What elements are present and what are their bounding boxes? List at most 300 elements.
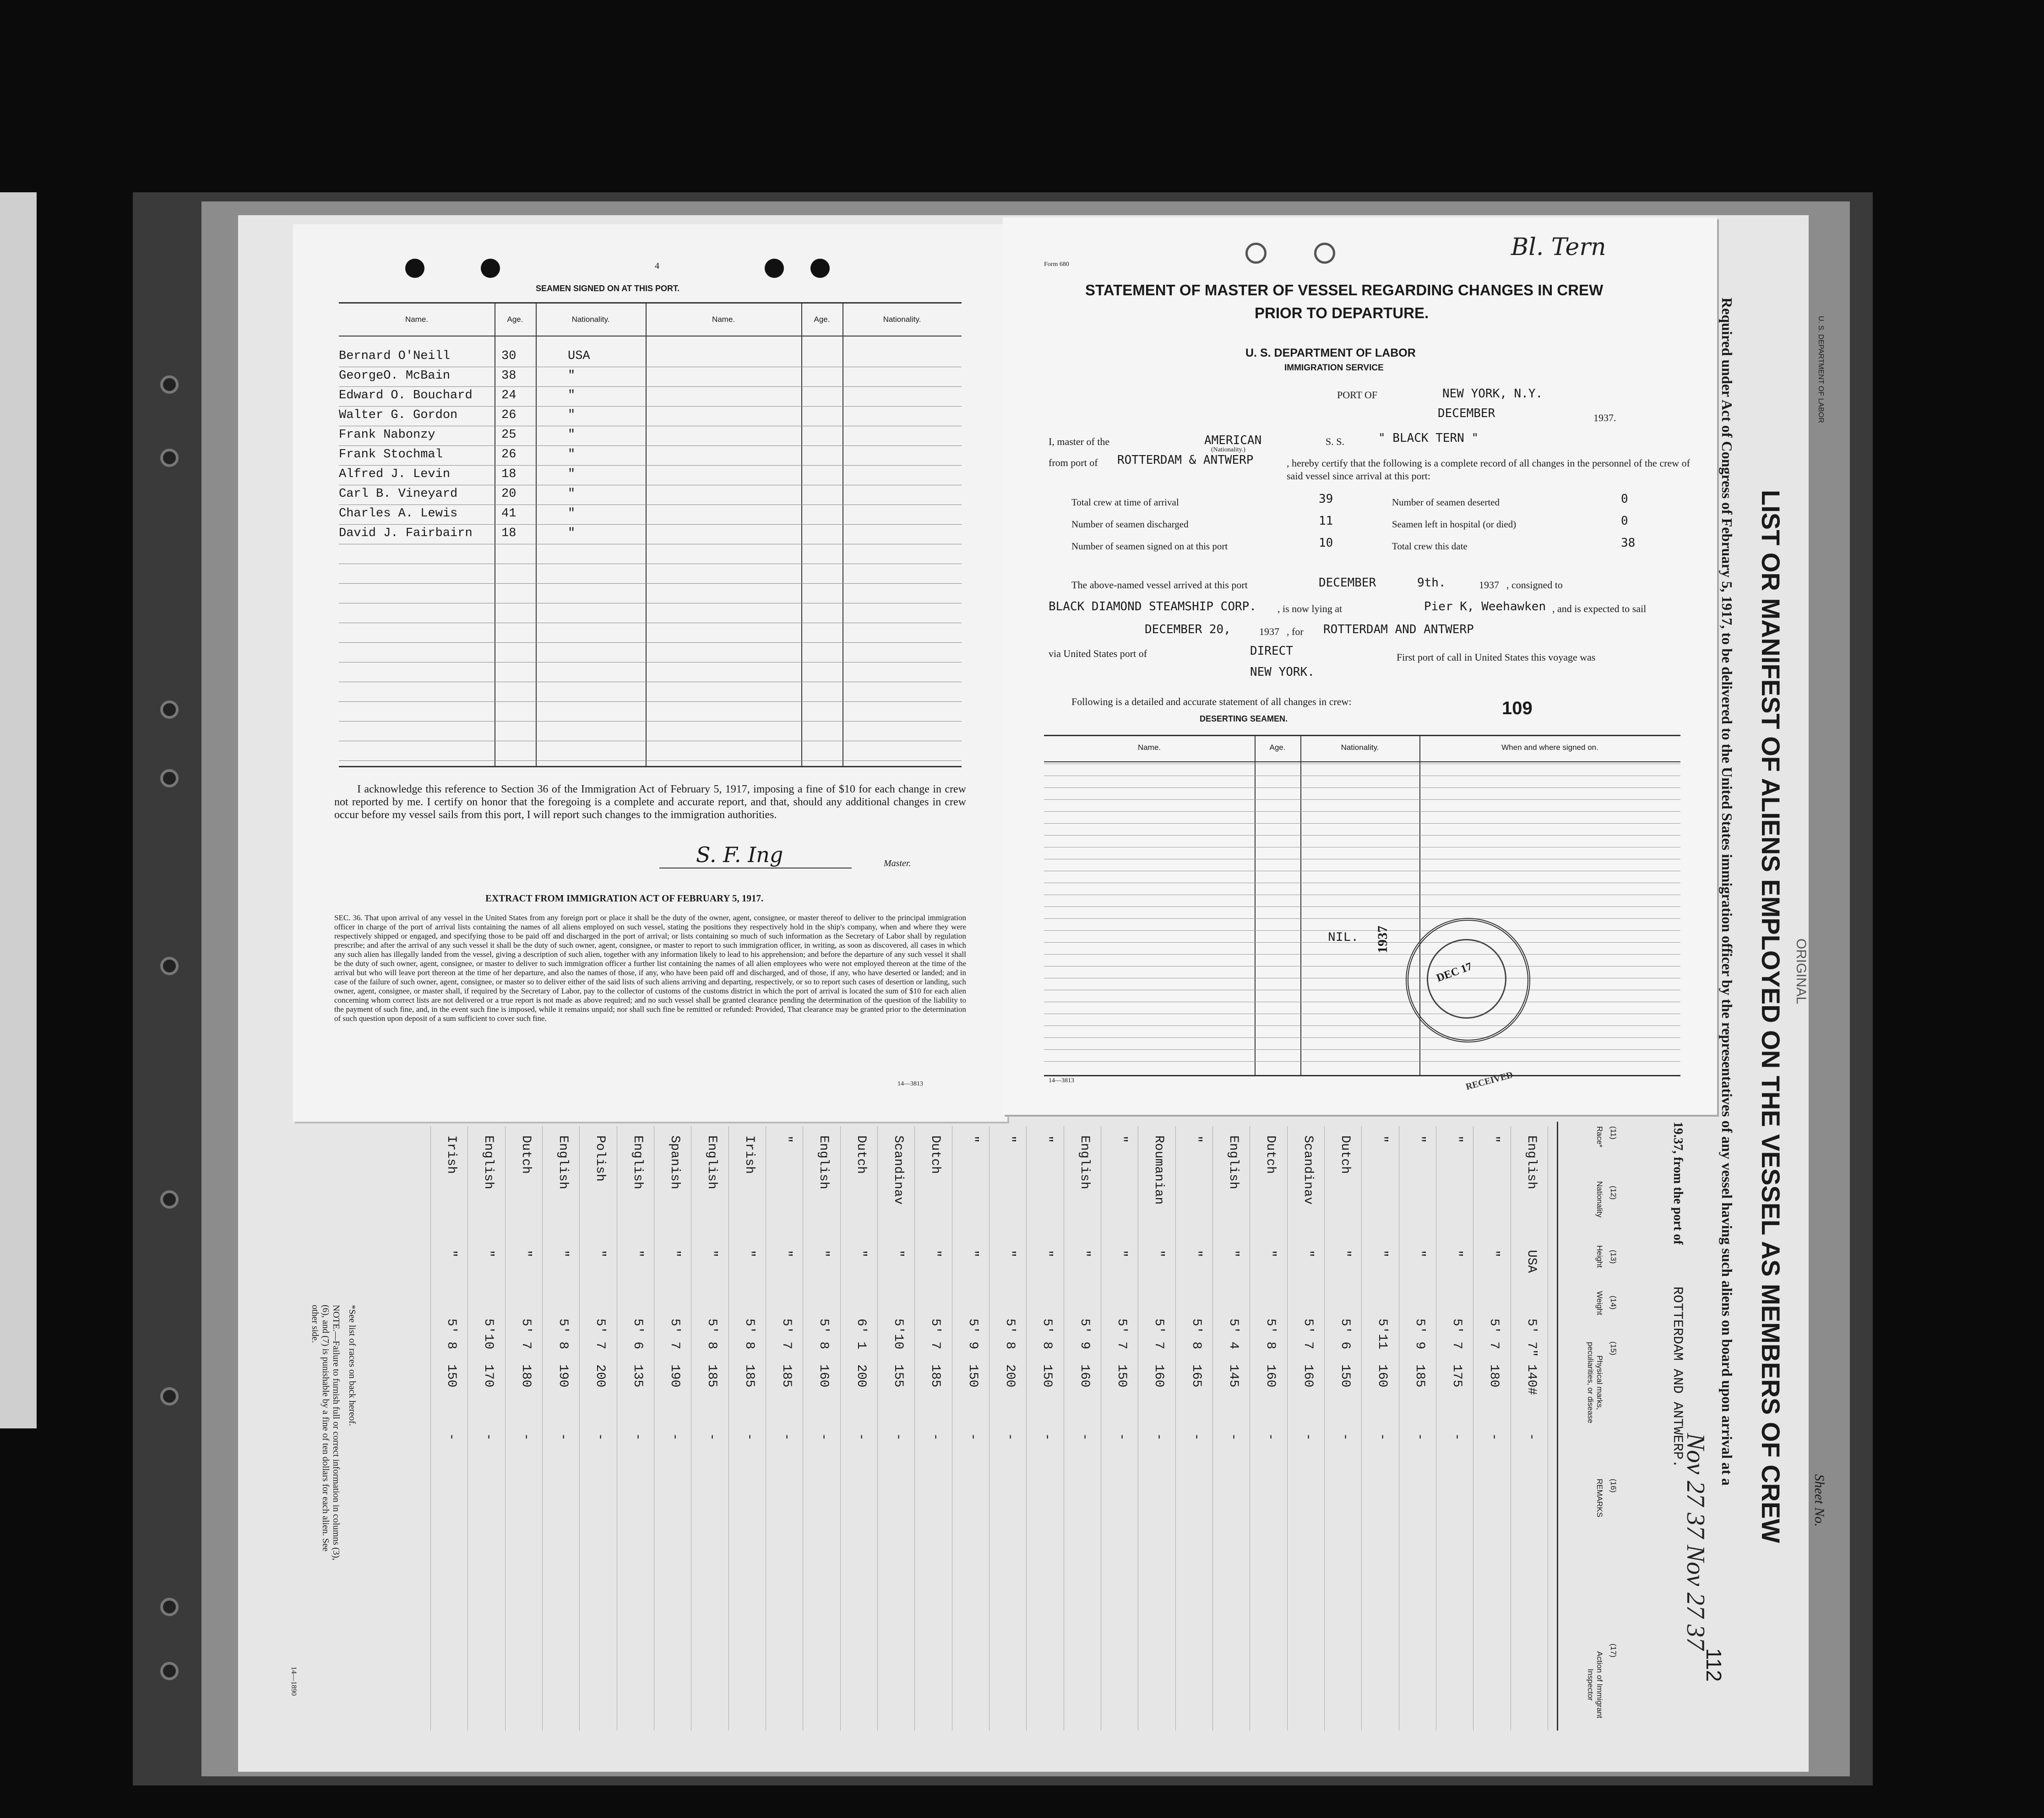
manifest-cell-race: " [1487, 1135, 1501, 1143]
manifest-cell-weight: 200 [1003, 1364, 1017, 1388]
col-number: (16) [1609, 1479, 1618, 1493]
stat-value: 0 [1621, 514, 1628, 528]
manifest-cell-race: Dutch [1338, 1135, 1352, 1174]
manifest-cell-nat: " [1040, 1250, 1055, 1258]
sail-year: 1937 [1259, 626, 1279, 637]
desert-header-age: Age. [1269, 743, 1286, 752]
manifest-cell-height: 6' 1 [853, 1319, 868, 1350]
manifest-cell-weight: 185 [742, 1364, 756, 1388]
manifest-cell-nat: " [853, 1250, 868, 1258]
manifest-cell-height: 5' 8 [1040, 1319, 1055, 1350]
manifest-cell-marks: - [1375, 1433, 1390, 1441]
col-number: (15) [1609, 1341, 1618, 1356]
manifest-cell-marks: - [891, 1433, 905, 1441]
seaman-age: 26 [501, 408, 516, 422]
received-stamp [1406, 918, 1530, 1042]
manifest-cell-nat: " [816, 1250, 831, 1258]
manifest-cell-nat: " [1412, 1250, 1427, 1258]
manifest-cell-nat: " [928, 1250, 943, 1258]
col-number: (12) [1609, 1186, 1618, 1200]
manifest-cell-race: Dutch [1263, 1135, 1278, 1174]
for-label: , for [1287, 626, 1304, 637]
manifest-cell-height: 5' 8 [1003, 1319, 1017, 1350]
manifest-subtitle: Required under Act of Congress of February 5, 1917, to be delivered to the United States immigration officer by the representatives of any vessel having such aliens on board upon arrival at a [1719, 298, 1735, 1486]
seaman-nationality: " [568, 408, 576, 422]
deserting-rows [1044, 764, 1680, 1070]
manifest-cell-nat: " [481, 1250, 496, 1258]
manifest-cell-marks: - [1450, 1433, 1464, 1441]
table-rule [339, 445, 962, 446]
manifest-cell-marks: - [779, 1433, 794, 1441]
manifest-cell-weight: 150 [444, 1364, 458, 1388]
manifest-cell-race: Dutch [928, 1135, 943, 1174]
manifest-cell-weight: 180 [518, 1364, 533, 1388]
seaman-nationality: " [568, 487, 576, 501]
header-age-2: Age. [814, 315, 830, 324]
service-name: IMMIGRATION SERVICE [1284, 363, 1384, 373]
manifest-cell-race: " [1189, 1135, 1203, 1143]
manifest-cell-nat: " [1003, 1250, 1017, 1258]
manifest-row-rule [505, 1126, 506, 1731]
manifest-cell-marks: - [668, 1433, 682, 1441]
manifest-cell-race: " [1412, 1135, 1427, 1143]
manifest-cell-weight: 185 [1412, 1364, 1427, 1388]
manifest-cell-nat: " [556, 1250, 570, 1258]
handwritten-vessel-note: Bl. Tern [1511, 233, 1606, 261]
punch-hole [810, 259, 830, 278]
manifest-cell-marks: - [556, 1433, 570, 1441]
table-rule [339, 721, 962, 722]
manifest-cell-race: Dutch [853, 1135, 868, 1174]
seaman-age: 41 [501, 507, 516, 521]
manifest-cell-marks: - [1524, 1433, 1538, 1441]
seamen-rows [339, 347, 962, 759]
deserting-seamen-table [1044, 735, 1680, 1076]
manifest-cell-height: 5'11 [1375, 1319, 1390, 1350]
from-port-value: ROTTERDAM & ANTWERP [1117, 453, 1254, 467]
stat-value: 0 [1621, 492, 1628, 506]
manifest-cell-height: 5' 7 [1487, 1319, 1501, 1350]
vessel-name: " BLACK TERN " [1378, 431, 1479, 445]
col-number: (11) [1609, 1126, 1618, 1140]
manifest-row-rule [728, 1126, 729, 1731]
seaman-age: 26 [501, 448, 516, 461]
manifest-cell-race: Roumanian [1152, 1135, 1166, 1205]
col-header-weight: Weight [1595, 1291, 1604, 1315]
consignee-value: BLACK DIAMOND STEAMSHIP CORP. [1049, 600, 1256, 613]
seaman-age: 24 [501, 389, 516, 402]
manifest-cell-marks: - [1412, 1433, 1427, 1441]
manifest-cell-race: Irish [444, 1135, 458, 1174]
binder-hole [160, 1387, 179, 1406]
manifest-cell-height: 5' 7" [1524, 1319, 1538, 1357]
manifest-cell-race: English [481, 1135, 496, 1189]
manifest-cell-race: Irish [742, 1135, 756, 1174]
desert-header-nationality: Nationality. [1341, 743, 1379, 752]
seaman-age: 30 [501, 349, 516, 363]
table-rule [1044, 1037, 1680, 1038]
table-rule [1044, 930, 1680, 931]
stat-label: Seamen left in hospital (or died) [1392, 519, 1517, 530]
manifest-cell-nat: " [1189, 1250, 1203, 1258]
manifest-cell-nat: " [779, 1250, 794, 1258]
arrived-day: 9th. [1417, 576, 1446, 590]
manifest-cell-weight: 165 [1189, 1364, 1203, 1388]
manifest-cell-nat: " [1300, 1250, 1315, 1258]
manifest-cell-weight: 145 [1226, 1364, 1240, 1388]
binder-hole [160, 375, 179, 394]
manifest-cell-nat: " [444, 1250, 458, 1258]
punch-hole [765, 259, 784, 278]
manifest-page-number: 112 [1702, 1648, 1726, 1682]
manifest-cell-race: " [1450, 1135, 1464, 1143]
desert-header-name: Name. [1137, 743, 1161, 752]
header-nationality: Nationality. [571, 315, 610, 324]
manifest-cell-height: 5' 7 [928, 1319, 943, 1350]
manifest-cell-race: Dutch [518, 1135, 533, 1174]
manifest-cell-marks: - [593, 1433, 608, 1441]
seaman-age: 18 [501, 467, 516, 481]
table-rule [1044, 954, 1680, 955]
manifest-cell-marks: - [481, 1433, 496, 1441]
manifest-cell-marks: - [630, 1433, 645, 1441]
manifest-cell-weight: 155 [891, 1364, 905, 1388]
table-rule [339, 524, 962, 525]
manifest-row-rule [840, 1126, 841, 1731]
stat-label: Total crew this date [1392, 541, 1468, 552]
manifest-cell-height: 5' 8 [1189, 1319, 1203, 1350]
stat-label: Total crew at time of arrival [1071, 497, 1179, 508]
binder-hole [160, 449, 179, 467]
port-value: NEW YORK, N.Y. [1442, 387, 1543, 401]
manifest-row-rule [1212, 1126, 1213, 1731]
manifest-cell-height: 5' 9 [1412, 1319, 1427, 1350]
stat-label: Number of seamen discharged [1071, 519, 1189, 530]
manifest-cell-height: 5' 9 [965, 1319, 980, 1350]
seaman-nationality: USA [568, 349, 590, 363]
seaman-age: 25 [501, 428, 516, 442]
manifest-port: ROTTERDAM AND ANTWERP. [1669, 1286, 1685, 1468]
seaman-age: 38 [501, 369, 516, 383]
manifest-rows [430, 1126, 1548, 1731]
manifest-cell-marks: - [1114, 1433, 1129, 1441]
manifest-cell-marks: - [1040, 1433, 1055, 1441]
manifest-cell-height: 5' 8 [816, 1319, 831, 1350]
manifest-cell-race: English [705, 1135, 719, 1189]
expected-label: , and is expected to sail [1552, 603, 1647, 614]
manifest-cell-weight: 190 [556, 1364, 570, 1388]
manifest-cell-race: English [816, 1135, 831, 1189]
header-nationality-2: Nationality. [883, 315, 921, 324]
date-month: DECEMBER [1438, 407, 1495, 420]
manifest-cell-race: Scandinav [891, 1135, 905, 1205]
manifest-cell-height: 5' 6 [1338, 1319, 1352, 1350]
original-stamp: ORIGINAL [1794, 939, 1809, 1004]
manifest-cell-marks: - [1487, 1433, 1501, 1441]
manifest-cell-height: 5' 8 [705, 1319, 719, 1350]
seaman-name: Walter G. Gordon [339, 408, 458, 422]
desert-header-when: When and where signed on. [1501, 743, 1598, 752]
table-rule [339, 701, 962, 702]
manifest-cell-race: Scandinav [1300, 1135, 1315, 1205]
manifest-cell-race: " [779, 1135, 794, 1143]
table-rule [1044, 1061, 1680, 1062]
manifest-cell-weight: 135 [630, 1364, 645, 1388]
stat-label: Number of seamen deserted [1392, 497, 1500, 508]
manifest-cell-weight: 150 [965, 1364, 980, 1388]
master-of-label: I, master of the [1049, 436, 1110, 447]
table-rule [1044, 918, 1680, 919]
binder-hole [160, 957, 179, 975]
first-call-label: First port of call in United States this voyage was [1397, 651, 1596, 663]
manifest-cell-nat: " [1450, 1250, 1464, 1258]
first-call-value: NEW YORK. [1250, 665, 1315, 679]
manifest-cell-height: 5' 7 [593, 1319, 608, 1350]
seaman-name: GeorgeO. McBain [339, 369, 451, 383]
from-port-label: from port of [1049, 457, 1098, 468]
manifest-cell-height: 5' 8 [742, 1319, 756, 1350]
col-number: (17) [1609, 1644, 1618, 1658]
manifest-cell-marks: - [1300, 1433, 1315, 1441]
table-rule [1044, 942, 1680, 943]
col-header-physical-marks: Physical marks, peculiarities, or disease [1586, 1342, 1604, 1423]
nationality-value: AMERICAN [1204, 434, 1262, 447]
manifest-cell-nat: " [1077, 1250, 1092, 1258]
binder-hole [160, 1598, 179, 1616]
punch-hole [1245, 243, 1267, 264]
manifest-cell-nat: " [1375, 1250, 1390, 1258]
manifest-cell-weight: 170 [481, 1364, 496, 1388]
header-name-2: Name. [712, 315, 735, 324]
date-year: 1937. [1593, 412, 1616, 423]
header-age: Age. [507, 315, 523, 324]
manifest-cell-marks: - [1152, 1433, 1166, 1441]
manifest-cell-nat: " [705, 1250, 719, 1258]
col-number: (13) [1609, 1250, 1618, 1264]
table-rule [339, 465, 962, 466]
manifest-cell-nat: " [1338, 1250, 1352, 1258]
manifest-cell-height: 5'10 [891, 1319, 905, 1350]
seaman-nationality: " [568, 448, 576, 461]
manifest-cell-height: 5' 6 [630, 1319, 645, 1350]
consigned-label: , consigned to [1506, 579, 1563, 591]
col-header-height: Height [1595, 1245, 1604, 1268]
manifest-cell-race: " [1003, 1135, 1017, 1143]
destination-value: ROTTERDAM AND ANTWERP [1323, 623, 1474, 636]
left-form-code: 14—3813 [897, 1080, 923, 1087]
signature-role: Master. [884, 858, 911, 868]
stat-label: Number of seamen signed on at this port [1071, 541, 1228, 552]
department-name: U. S. DEPARTMENT OF LABOR [1245, 347, 1416, 359]
manifest-row-rule [1287, 1126, 1288, 1731]
manifest-cell-race: English [630, 1135, 645, 1189]
table-rule [339, 406, 962, 407]
seaman-nationality: " [568, 467, 576, 481]
table-rule [1044, 811, 1680, 812]
manifest-cell-height: 5' 7 [1152, 1319, 1166, 1350]
binder-hole [160, 769, 179, 787]
manifest-cell-race: English [1524, 1135, 1538, 1189]
manifest-cell-race: Spanish [668, 1135, 682, 1189]
manifest-column-headers [1557, 1122, 1663, 1731]
manifest-cell-race: " [1114, 1135, 1129, 1143]
manifest-cell-weight: 160 [1375, 1364, 1390, 1388]
manifest-cell-weight: 150 [1114, 1364, 1129, 1388]
header-name: Name. [405, 315, 429, 324]
manifest-cell-weight: 140# [1524, 1364, 1538, 1395]
manifest-cell-marks: - [1077, 1433, 1092, 1441]
manifest-cell-marks: - [1338, 1433, 1352, 1441]
manifest-cell-race: English [556, 1135, 570, 1189]
stamp-received-text: RECEIVED [1464, 1069, 1514, 1092]
punch-hole [481, 259, 500, 278]
table-rule [339, 760, 962, 761]
manifest-cell-nat: " [593, 1250, 608, 1258]
seaman-nationality: " [568, 526, 576, 540]
manifest-cell-nat: " [742, 1250, 756, 1258]
manifest-cell-nat: USA [1524, 1250, 1538, 1273]
manifest-cell-marks: - [518, 1433, 533, 1441]
manifest-cell-nat: " [668, 1250, 682, 1258]
via-label: via United States port of [1049, 648, 1147, 659]
right-form-code: 14—3813 [1049, 1077, 1074, 1084]
manifest-cell-weight: 190 [668, 1364, 682, 1388]
manifest-cell-race: Polish [593, 1135, 608, 1182]
seamen-signed-table [339, 302, 962, 767]
manifest-cell-height: 5' 7 [779, 1319, 794, 1350]
manifest-title: LIST OR MANIFEST OF ALIENS EMPLOYED ON THE VESSEL AS MEMBERS OF CREW [1756, 490, 1785, 1543]
lying-label: , is now lying at [1278, 603, 1343, 614]
manifest-row-rule [579, 1126, 580, 1731]
deserting-title: DESERTING SEAMEN. [1200, 714, 1288, 723]
manifest-cell-weight: 180 [1487, 1364, 1501, 1388]
manifest-cell-nat: " [1152, 1250, 1166, 1258]
manifest-cell-marks: - [816, 1433, 831, 1441]
seaman-nationality: " [568, 389, 576, 402]
manifest-cell-marks: - [1263, 1433, 1278, 1441]
table-rule [1044, 787, 1680, 788]
manifest-cell-marks: - [928, 1433, 943, 1441]
manifest-cell-race: English [1077, 1135, 1092, 1189]
certify-text: , hereby certify that the following is a complete record of all changes in the personnel of the crew of said vessel since arrival at this port: [1287, 457, 1690, 482]
manifest-cell-race: English [1226, 1135, 1240, 1189]
manifest-cell-marks: - [853, 1433, 868, 1441]
binder-hole [160, 1662, 179, 1680]
manifest-form-code: 14—1890 [290, 1666, 298, 1696]
section-title: SEAMEN SIGNED ON AT THIS PORT. [536, 284, 680, 293]
manifest-cell-height: 5' 7 [668, 1319, 682, 1350]
manifest-cell-race: " [1375, 1135, 1390, 1143]
manifest-cell-weight: 160 [1077, 1364, 1092, 1388]
seaman-name: David J. Fairbairn [339, 526, 473, 540]
extract-title: EXTRACT FROM IMMIGRATION ACT OF FEBRUARY 5, 1917. [485, 893, 764, 904]
seaman-name: Alfred J. Levin [339, 467, 451, 481]
col-header-nationality: Nationality [1595, 1181, 1604, 1218]
manifest-cell-nat: " [630, 1250, 645, 1258]
left-page [293, 224, 1007, 1122]
table-rule [339, 386, 962, 387]
manifest-cell-weight: 185 [779, 1364, 794, 1388]
seaman-name: Edward O. Bouchard [339, 389, 473, 402]
punch-hole [1314, 243, 1335, 264]
port-of-label: 19.37, from the port of [1671, 1122, 1685, 1245]
manifest-row-rule [1324, 1126, 1325, 1731]
stat-value: 10 [1319, 536, 1333, 550]
master-signature: S. F. Ing [696, 842, 783, 867]
seaman-name: Frank Nabonzy [339, 428, 435, 442]
manifest-cell-marks: - [444, 1433, 458, 1441]
table-rule [1044, 1049, 1680, 1050]
manifest-cell-weight: 200 [593, 1364, 608, 1388]
manifest-cell-marks: - [705, 1433, 719, 1441]
seaman-name: Charles A. Lewis [339, 507, 458, 521]
manifest-cell-marks: - [965, 1433, 980, 1441]
table-rule [1044, 906, 1680, 907]
binder-hole [160, 1190, 179, 1209]
adjacent-page-edge [0, 192, 37, 1428]
form-label: Form 680 [1044, 261, 1069, 268]
stat-value: 39 [1319, 492, 1333, 506]
sail-date: DECEMBER 20, [1145, 623, 1231, 636]
manifest-cell-weight: 200 [853, 1364, 868, 1388]
manifest-cell-nat: " [891, 1250, 905, 1258]
manifest-cell-marks: - [1189, 1433, 1203, 1441]
manifest-cell-weight: 150 [1040, 1364, 1055, 1388]
manifest-cell-nat: " [1487, 1250, 1501, 1258]
manifest-row-rule [1361, 1126, 1362, 1731]
punch-hole [405, 259, 424, 278]
manifest-cell-height: 5' 8 [1263, 1319, 1278, 1350]
table-rule [1044, 823, 1680, 824]
manifest-row-rule [914, 1126, 915, 1731]
col-header-race: Race* [1595, 1126, 1604, 1148]
manifest-row-rule [1175, 1126, 1176, 1731]
nil-entry: NIL. [1328, 931, 1359, 945]
arrived-year: 1937 [1479, 579, 1499, 591]
sheet-number-label: Sheet No. [1812, 1474, 1827, 1527]
seaman-nationality: " [568, 369, 576, 383]
seaman-age: 18 [501, 526, 516, 540]
manifest-row-rule [542, 1126, 543, 1731]
statement-title: STATEMENT OF MASTER OF VESSEL REGARDING CHANGES IN CREW [1085, 282, 1604, 298]
manifest-cell-marks: - [1003, 1433, 1017, 1441]
manifest-footnote-fine: NOTE.—Failure to furnish full or correct information in columns (3), (6), and (7) is punishable by a fine of ten dollars for each alien. See other side. [310, 1305, 341, 1561]
acknowledgment-text: I acknowledge this reference to Section 36 of the Immigration Act of February 5, 1917, imposing a fine of $10 for each change in crew not reported by me. I certify on honor that the foregoing is a complete and accurate report, and that, should any additional changes in crew occur before my vessel sails from this port, I will report such changes to the immigration authorities. [334, 783, 966, 821]
manifest-cell-weight: 185 [928, 1364, 943, 1388]
manifest-cell-nat: " [965, 1250, 980, 1258]
table-rule [1044, 835, 1680, 836]
manifest-footnote-races: *See list of races on back hereof. [347, 1305, 357, 1426]
manifest-cell-weight: 160 [816, 1364, 831, 1388]
ss-label: S. S. [1326, 436, 1344, 447]
right-page [1003, 217, 1717, 1115]
col-number: (14) [1609, 1296, 1618, 1310]
manifest-row-rule [430, 1126, 431, 1731]
table-rule [339, 583, 962, 584]
via-port-value: DIRECT [1250, 644, 1293, 658]
stamp-year: 1937 [1375, 926, 1390, 953]
manifest-row-rule [877, 1126, 878, 1731]
manifest-cell-weight: 185 [705, 1364, 719, 1388]
seaman-nationality: " [568, 428, 576, 442]
page-number: 4 [655, 261, 659, 271]
col-header-action: Action of Immigrant Inspector [1586, 1651, 1604, 1719]
port-label: PORT OF [1337, 389, 1378, 401]
pier-value: Pier K, Weehawken [1424, 600, 1546, 613]
statement-title-2: PRIOR TO DEPARTURE. [1255, 304, 1429, 321]
sheet-number: 109 [1502, 698, 1533, 718]
stat-value: 11 [1319, 514, 1333, 528]
